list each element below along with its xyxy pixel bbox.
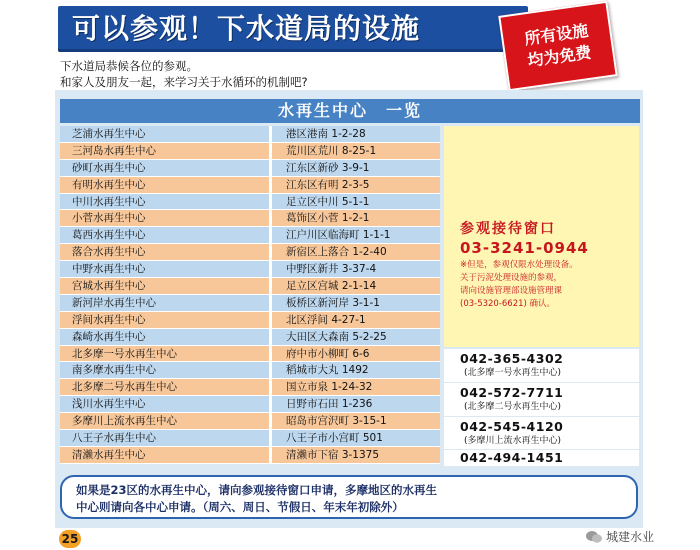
tama-contact bbox=[444, 417, 639, 451]
center-name: 北多摩二号水再生中心 bbox=[60, 379, 272, 396]
application-note bbox=[60, 475, 638, 519]
center-name: 葛西水再生中心 bbox=[60, 227, 272, 244]
intro-line-2: 和家人及朋友一起，来学习关于水循环的机制吧? bbox=[60, 75, 308, 89]
center-address: 板桥区新河岸 3-1-1 bbox=[272, 295, 440, 312]
badge-line-2: 均为免费 bbox=[526, 42, 593, 71]
center-address: 清濑市下宿 3-1375 bbox=[272, 447, 440, 464]
table-row bbox=[60, 194, 440, 211]
table-title: 水再生中心 一览 bbox=[60, 99, 640, 123]
table-row bbox=[60, 143, 440, 160]
contact-note-3: 请向设施管理部设施管理课 bbox=[460, 286, 563, 296]
table-row bbox=[60, 379, 440, 396]
table-row bbox=[60, 396, 440, 413]
table-row bbox=[60, 447, 440, 464]
tama-phone: 042-365-4302 bbox=[460, 351, 564, 366]
table-row bbox=[60, 278, 440, 295]
center-name: 砂町水再生中心 bbox=[60, 160, 272, 177]
center-address: 府中市小柳町 6-6 bbox=[272, 346, 440, 363]
center-address: 新宿区上落合 1-2-40 bbox=[272, 244, 440, 261]
center-address: 荒川区荒川 8-25-1 bbox=[272, 143, 440, 160]
contact-note-4: (03-5320-6621) 确认。 bbox=[460, 299, 556, 309]
center-name: 宫城水再生中心 bbox=[60, 278, 272, 295]
center-name: 南多摩水再生中心 bbox=[60, 362, 272, 379]
table-row bbox=[60, 126, 440, 143]
center-name: 新河岸水再生中心 bbox=[60, 295, 272, 312]
badge-line-1: 所有设施 bbox=[523, 20, 590, 49]
contact-note-1: ※但是，参观仅限水处理设备。 bbox=[460, 260, 578, 270]
center-name: 浅川水再生中心 bbox=[60, 396, 272, 413]
table-row bbox=[60, 261, 440, 278]
table-row bbox=[60, 177, 440, 194]
wechat-icon bbox=[586, 530, 602, 544]
table-row bbox=[60, 312, 440, 329]
watermark bbox=[586, 528, 654, 545]
center-address: 江户川区临海町 1-1-1 bbox=[272, 227, 440, 244]
page-header bbox=[58, 6, 528, 52]
tama-center: (北多摩一号水再生中心) bbox=[464, 368, 562, 378]
center-name: 浮间水再生中心 bbox=[60, 312, 272, 329]
table-row bbox=[60, 227, 440, 244]
note-line-1: 如果是23区的水再生中心，请向参观接待窗口申请，多摩地区的水再生 bbox=[76, 483, 437, 497]
center-address: 中野区新井 3-37-4 bbox=[272, 261, 440, 278]
table-row bbox=[60, 210, 440, 227]
table-row bbox=[60, 413, 440, 430]
table-row bbox=[60, 362, 440, 379]
center-address: 八王子市小宫町 501 bbox=[272, 430, 440, 447]
tama-phone: 042-572-7711 bbox=[460, 384, 564, 400]
contact-phone: 03-3241-0944 bbox=[460, 239, 589, 257]
center-name: 森崎水再生中心 bbox=[60, 329, 272, 346]
center-address: 江东区新砂 3-9-1 bbox=[272, 160, 440, 177]
center-address: 大田区大森南 5-2-25 bbox=[272, 329, 440, 346]
intro-line-1: 下水道局恭候各位的参观。 bbox=[60, 59, 198, 73]
visit-contact-box bbox=[444, 126, 639, 347]
center-name: 多摩川上流水再生中心 bbox=[60, 413, 272, 430]
contact-note-2: 关于污泥处理设施的参观， bbox=[460, 273, 563, 283]
center-address: 国立市泉 1-24-32 bbox=[272, 379, 440, 396]
center-name: 北多摩一号水再生中心 bbox=[60, 346, 272, 363]
intro-text bbox=[60, 58, 308, 90]
table-row bbox=[60, 346, 440, 363]
center-name: 八王子水再生中心 bbox=[60, 430, 272, 447]
table-row bbox=[60, 430, 440, 447]
center-name: 落合水再生中心 bbox=[60, 244, 272, 261]
note-line-2: 中心则请向各中心申请。（周六、周日、节假日、年末年初除外） bbox=[76, 500, 404, 514]
table-row bbox=[60, 244, 440, 261]
center-address: 葛饰区小菅 1-2-1 bbox=[272, 210, 440, 227]
center-list bbox=[60, 126, 440, 464]
table-row bbox=[60, 329, 440, 346]
table-row bbox=[60, 295, 440, 312]
center-address: 北区浮间 4-27-1 bbox=[272, 312, 440, 329]
center-address: 昭岛市宫沢町 3-15-1 bbox=[272, 413, 440, 430]
contact-label: 参观接待窗口 bbox=[460, 221, 556, 237]
tama-contact bbox=[444, 349, 639, 383]
contact-notes bbox=[460, 259, 633, 311]
tama-contact bbox=[444, 383, 639, 417]
center-address: 足立区中川 5-1-1 bbox=[272, 194, 440, 211]
tama-phone: 042-545-4120 bbox=[460, 418, 564, 434]
center-name: 中野水再生中心 bbox=[60, 261, 272, 278]
center-name: 三河岛水再生中心 bbox=[60, 143, 272, 160]
center-name: 小菅水再生中心 bbox=[60, 210, 272, 227]
page-number: 25 bbox=[59, 530, 81, 548]
center-name: 有明水再生中心 bbox=[60, 177, 272, 194]
tama-contact bbox=[444, 450, 639, 467]
center-address: 稻城市大丸 1492 bbox=[272, 362, 440, 379]
tama-phone: 042-494-1451 bbox=[460, 450, 564, 466]
tama-center: (多摩川上流水再生中心) bbox=[464, 435, 562, 446]
center-name: 芝浦水再生中心 bbox=[60, 126, 272, 143]
free-badge bbox=[498, 1, 618, 92]
page-title: 可以参观！下水道局的设施 bbox=[72, 12, 421, 45]
center-address: 足立区宫城 2-1-14 bbox=[272, 278, 440, 295]
tama-contacts bbox=[444, 349, 639, 467]
tama-center: (北多摩二号水再生中心) bbox=[464, 401, 562, 412]
center-address: 江东区有明 2-3-5 bbox=[272, 177, 440, 194]
table-row bbox=[60, 160, 440, 177]
center-name: 中川水再生中心 bbox=[60, 194, 272, 211]
center-address: 日野市石田 1-236 bbox=[272, 396, 440, 413]
watermark-text: 城建水业 bbox=[606, 530, 655, 544]
center-name: 清濑水再生中心 bbox=[60, 447, 272, 464]
center-address: 港区港南 1-2-28 bbox=[272, 126, 440, 143]
